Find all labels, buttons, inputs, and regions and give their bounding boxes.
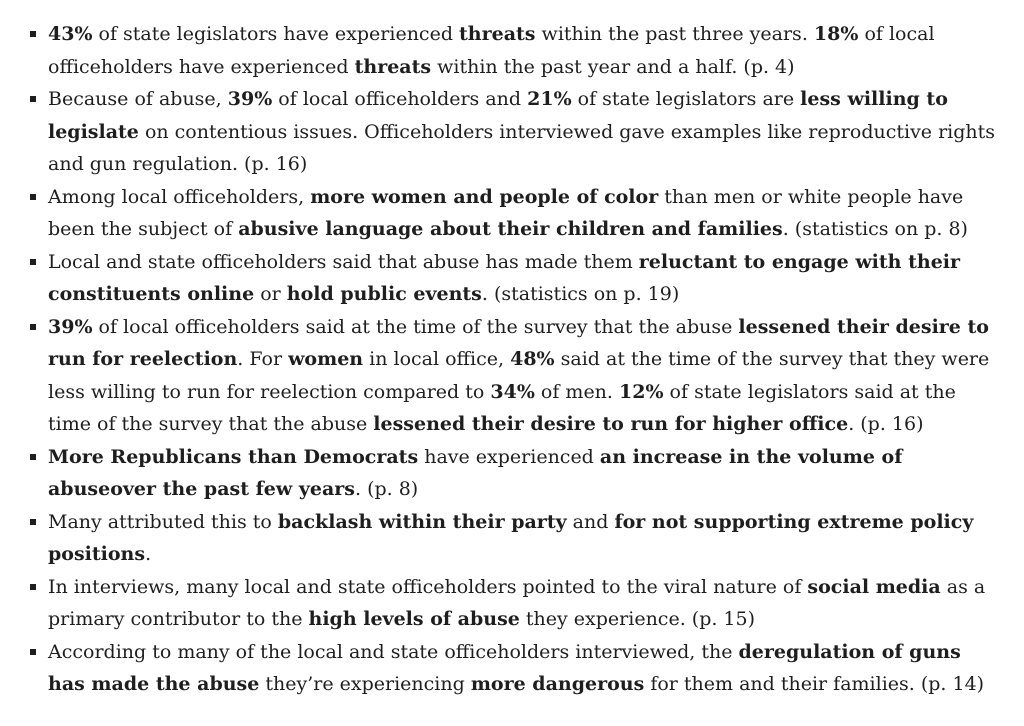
finding-emphasis: 43% [48, 23, 93, 45]
finding-emphasis: 34% [490, 380, 535, 403]
finding-item [48, 441, 1004, 506]
finding-text: they’re experiencing [259, 673, 471, 695]
finding-text: said at the time of the survey that they were less willing to run for reelection compared to [48, 348, 990, 403]
finding-text: of state legislators have experienced [92, 23, 460, 45]
finding-emphasis: More Republicans than Democrats [48, 445, 419, 468]
finding-emphasis: deregulation of guns has made the abuse [48, 640, 961, 695]
finding-item [48, 571, 1004, 636]
finding-emphasis: hold public events [286, 283, 482, 305]
finding-emphasis: high levels of abuse [308, 608, 520, 630]
finding-text: in local office, [363, 348, 511, 370]
finding-text: and [566, 510, 615, 533]
finding-item [48, 181, 1004, 246]
finding-text: Because of abuse, [48, 88, 228, 110]
finding-text: of state legislators are [571, 88, 801, 110]
finding-text: of men. [534, 380, 620, 403]
finding-emphasis: less willing to legislate [48, 88, 948, 143]
finding-emphasis: backlash within their party [277, 510, 567, 533]
finding-text: . For [237, 348, 289, 370]
finding-item [48, 18, 1004, 83]
finding-text: of local officeholders said at the time of the survey that the abuse [92, 315, 739, 338]
finding-item [48, 83, 1004, 181]
finding-emphasis: threats [459, 23, 536, 45]
finding-text: . (p. 16) [848, 413, 924, 435]
finding-emphasis: social media [807, 575, 941, 598]
finding-emphasis: 48% [510, 348, 555, 370]
finding-text: for them and their families. (p. 14) [644, 673, 985, 695]
finding-emphasis: for not supporting extreme policy positions [48, 510, 974, 565]
finding-text: have experienced [418, 445, 600, 468]
finding-item [48, 636, 1004, 701]
finding-text: . (statistics on p. 8) [782, 218, 968, 240]
finding-text: of local officeholders and [272, 88, 528, 110]
finding-emphasis: 21% [527, 88, 572, 110]
finding-text: Local and state officeholders said that abuse has made them [48, 250, 639, 273]
finding-text: . [145, 543, 152, 565]
finding-item [48, 506, 1004, 571]
finding-text: of state legislators said at the time of the survey that the abuse [48, 380, 956, 435]
finding-emphasis: reluctant to engage with their constituents online [48, 250, 961, 305]
finding-emphasis: more women and people of color [310, 185, 659, 208]
finding-text: According to many of the local and state officeholders interviewed, the [48, 640, 739, 663]
finding-emphasis: 12% [619, 380, 664, 403]
finding-text: as a primary contributor to the [48, 575, 986, 630]
finding-emphasis: lessened their desire to run for reelection [48, 315, 989, 370]
finding-emphasis: 18% [813, 23, 859, 45]
finding-emphasis: women [288, 348, 364, 370]
finding-emphasis: lessened their desire to run for higher office [373, 413, 849, 435]
finding-emphasis: 39% [227, 88, 273, 110]
finding-text: Among local officeholders, [48, 185, 311, 208]
finding-text: than men or white people have been the subject of [48, 185, 964, 240]
finding-text: Many attributed this to [48, 510, 278, 533]
finding-item [48, 246, 1004, 311]
finding-emphasis: more dangerous [470, 673, 645, 695]
finding-text: of local officeholders have experienced [48, 23, 935, 78]
finding-text: within the past year and a half. (p. 4) [431, 55, 795, 78]
finding-text: . (statistics on p. 19) [481, 283, 680, 305]
finding-text: or [254, 283, 287, 305]
finding-text: they experience. (p. 15) [519, 608, 756, 630]
finding-emphasis: 39% [48, 315, 93, 338]
finding-item [48, 311, 1004, 441]
finding-text: on contentious issues. Officeholders interviewed gave examples like reproductive rights and gun regulation. (p. 16) [48, 120, 996, 175]
finding-emphasis: an increase in the volume of abuseover the past few years [48, 445, 903, 500]
finding-emphasis: abusive language about their children and families [238, 218, 783, 240]
finding-text: within the past three years. [535, 23, 814, 45]
finding-text: In interviews, many local and state officeholders pointed to the viral nature of [48, 575, 808, 598]
finding-text: . (p. 8) [354, 478, 419, 500]
finding-emphasis: threats [354, 55, 432, 78]
